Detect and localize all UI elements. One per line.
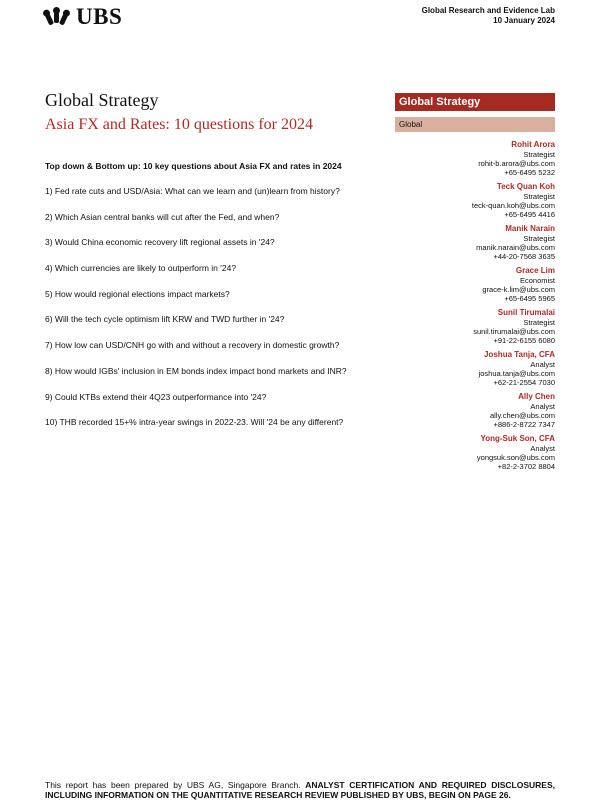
- author-phone: +65-6495 5232: [504, 168, 555, 177]
- lab-name: Global Research and Evidence Lab: [421, 6, 555, 15]
- author-role: Analyst: [530, 402, 555, 411]
- author-email[interactable]: ally.chen@ubs.com: [489, 411, 555, 420]
- author-role: Strategist: [523, 318, 555, 327]
- author-entry: [395, 308, 555, 345]
- author-phone: +65-6495 5965: [504, 294, 555, 303]
- author-name: Manik Narain: [505, 224, 555, 233]
- sidebar-region: Global: [395, 117, 555, 132]
- question-item: 6) Will the tech cycle optimism lift KRW and TWD further in '24?: [45, 314, 285, 325]
- author-email[interactable]: manik.narain@ubs.com: [476, 243, 555, 252]
- question-item: 2) Which Asian central banks will cut after the Fed, and when?: [45, 211, 280, 222]
- keys-icon: [44, 5, 70, 29]
- question-item: 1) Fed rate cuts and USD/Asia: What can we learn and (un)learn from history?: [45, 186, 340, 196]
- question-item: 8) How would IGBs' inclusion in EM bonds index impact bond markets and INR?: [45, 365, 347, 376]
- author-name: Rohit Arora: [511, 140, 555, 149]
- author-name: Teck Quan Koh: [496, 182, 555, 191]
- logo-text: UBS: [76, 4, 123, 29]
- author-entry: [395, 140, 555, 177]
- question-item: 3) Would China economic recovery lift regional assets in '24?: [45, 237, 275, 248]
- author-name: Grace Lim: [515, 266, 555, 275]
- author-list: [395, 140, 555, 476]
- question-item: 9) Could KTBs extend their 4Q23 outperformance into '24?: [45, 391, 267, 402]
- question-list: [45, 186, 347, 443]
- author-name: Sunil Tirumalai: [497, 308, 555, 317]
- author-role: Analyst: [530, 444, 555, 453]
- author-phone: +44-20-7568 3635: [493, 252, 555, 261]
- report-date: 10 January 2024: [493, 16, 555, 25]
- author-entry: [395, 224, 555, 261]
- header-meta: [422, 6, 555, 26]
- author-email[interactable]: yongsuk.son@ubs.com: [476, 453, 555, 462]
- author-entry: [395, 392, 555, 429]
- disclosure-footer: [45, 781, 555, 800]
- author-role: Analyst: [530, 360, 555, 369]
- author-phone: +62-21-2554 7030: [493, 378, 555, 387]
- author-entry: [395, 434, 555, 471]
- author-phone: +91-22-6155 6080: [493, 336, 555, 345]
- author-entry: [395, 182, 555, 219]
- lead-heading: Top down & Bottom up: 10 key questions about Asia FX and rates in 2024: [45, 161, 342, 171]
- author-email[interactable]: teck-quan.koh@ubs.com: [471, 201, 555, 210]
- sidebar-band: Global Strategy: [395, 93, 555, 111]
- author-phone: +82-2-3702 8804: [497, 462, 555, 471]
- author-email[interactable]: sunil.tirumalai@ubs.com: [473, 327, 555, 336]
- author-role: Strategist: [523, 234, 555, 243]
- author-email[interactable]: grace-k.lim@ubs.com: [482, 285, 555, 294]
- report-title: Global Strategy: [45, 90, 159, 110]
- ubs-logo: [44, 4, 122, 30]
- question-item: 10) THB recorded 15+% intra-year swings in 2022-23. Will '24 be any different?: [45, 417, 344, 428]
- footer-bold-text: ANALYST CERTIFICATION AND REQUIRED DISCLOSURES, INCLUDING INFORMATION ON THE QUANTITATIVE RESEARCH REVIEW PUBLISHED BY UBS, BEGIN ON PAGE 26.: [45, 780, 555, 800]
- report-subtitle: Asia FX and Rates: 10 questions for 2024: [45, 116, 313, 133]
- footer-plain-text: This report has been prepared by UBS AG, Singapore Branch.: [45, 780, 306, 790]
- question-item: 7) How low can USD/CNH go with and without a recovery in domestic growth?: [45, 340, 340, 351]
- question-item: 4) Which currencies are likely to outperform in '24?: [45, 263, 237, 274]
- author-email[interactable]: rohit-b.arora@ubs.com: [478, 159, 555, 168]
- question-item: 5) How would regional elections impact markets?: [45, 288, 230, 299]
- author-name: Yong-Suk Son, CFA: [480, 434, 555, 443]
- author-entry: [395, 266, 555, 303]
- author-role: Economist: [519, 276, 555, 285]
- author-phone: +65-6495 4416: [504, 210, 555, 219]
- author-email[interactable]: joshua.tanja@ubs.com: [478, 369, 555, 378]
- author-name: Joshua Tanja, CFA: [484, 350, 555, 359]
- author-name: Ally Chen: [518, 392, 555, 401]
- author-role: Strategist: [523, 150, 555, 159]
- author-entry: [395, 350, 555, 387]
- author-phone: +886-2-8722 7347: [493, 420, 555, 429]
- author-role: Strategist: [523, 192, 555, 201]
